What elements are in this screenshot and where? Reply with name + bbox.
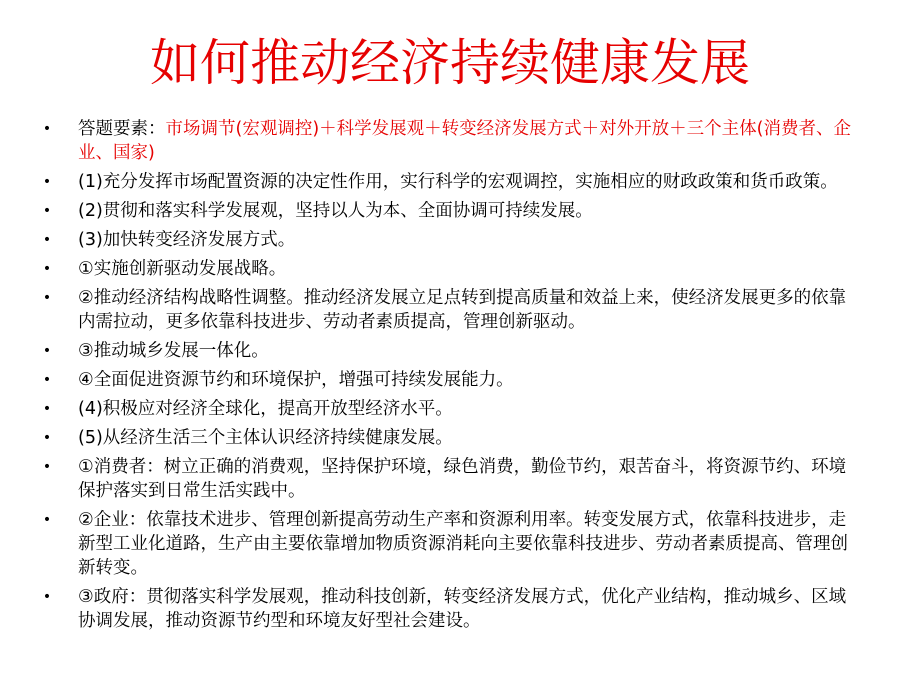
bullet-dot: •	[42, 290, 52, 306]
list-item	[40, 286, 860, 334]
slide-title: 如何推动经济持续健康发展	[150, 34, 750, 92]
bullet-list	[40, 117, 860, 638]
list-item	[40, 368, 860, 392]
list-item	[40, 170, 860, 194]
item-text: ④全面促进资源节约和环境保护，增强可持续发展能力。	[78, 370, 514, 390]
item-text: ①实施创新驱动发展战略。	[78, 259, 287, 279]
bullet-dot: •	[42, 401, 52, 417]
list-item	[40, 455, 860, 503]
bullet-dot: •	[42, 430, 52, 446]
item-text: ②推动经济结构战略性调整。推动经济发展立足点转到提高质量和效益上来，使经济发展更多的依靠内需拉动，更多依靠科技进步、劳动者素质提高，管理创新驱动。	[78, 288, 847, 332]
bullet-dot: •	[42, 232, 52, 248]
bullet-dot: •	[42, 512, 52, 528]
item-prefix: 答题要素：	[78, 119, 166, 139]
item-text: ①消费者：树立正确的消费观，坚持保护环境，绿色消费，勤俭节约，艰苦奋斗，将资源节约、环境保护落实到日常生活实践中。	[78, 457, 847, 501]
item-text: (5)从经济生活三个主体认识经济持续健康发展。	[78, 428, 453, 448]
bullet-dot: •	[42, 121, 52, 137]
list-item	[40, 426, 860, 450]
bullet-dot: •	[42, 343, 52, 359]
item-text: (4)积极应对经济全球化，提高开放型经济水平。	[78, 399, 453, 419]
list-item	[40, 199, 860, 223]
item-text: ③政府：贯彻落实科学发展观，推动科技创新，转变经济发展方式，优化产业结构，推动城乡、区域协调发展，推动资源节约型和环境友好型社会建设。	[78, 587, 847, 631]
item-text: (3)加快转变经济发展方式。	[78, 230, 296, 250]
item-text: (2)贯彻和落实科学发展观，坚持以人为本、全面协调可持续发展。	[78, 201, 593, 221]
item-highlight: 市场调节(宏观调控)＋科学发展观＋转变经济发展方式＋对外开放＋三个主体(消费者、企业、国家)	[78, 119, 851, 163]
bullet-dot: •	[42, 174, 52, 190]
list-item	[40, 257, 860, 281]
bullet-dot: •	[42, 589, 52, 605]
item-text: ②企业：依靠技术进步、管理创新提高劳动生产率和资源利用率。转变发展方式，依靠科技进步，走新型工业化道路，生产由主要依靠增加物质资源消耗向主要依靠科技进步、劳动者素质提高、管理创新转变。	[78, 510, 848, 578]
bullet-dot: •	[42, 261, 52, 277]
item-text: ③推动城乡发展一体化。	[78, 341, 269, 361]
bullet-dot: •	[42, 459, 52, 475]
list-item	[40, 585, 860, 633]
list-item	[40, 228, 860, 252]
bullet-dot: •	[42, 203, 52, 219]
list-item	[40, 508, 860, 580]
list-item	[40, 397, 860, 421]
list-item-elements	[40, 117, 860, 165]
list-item	[40, 339, 860, 363]
bullet-dot: •	[42, 372, 52, 388]
item-text: (1)充分发挥市场配置资源的决定性作用，实行科学的宏观调控，实施相应的财政政策和货币政策。	[78, 172, 838, 192]
